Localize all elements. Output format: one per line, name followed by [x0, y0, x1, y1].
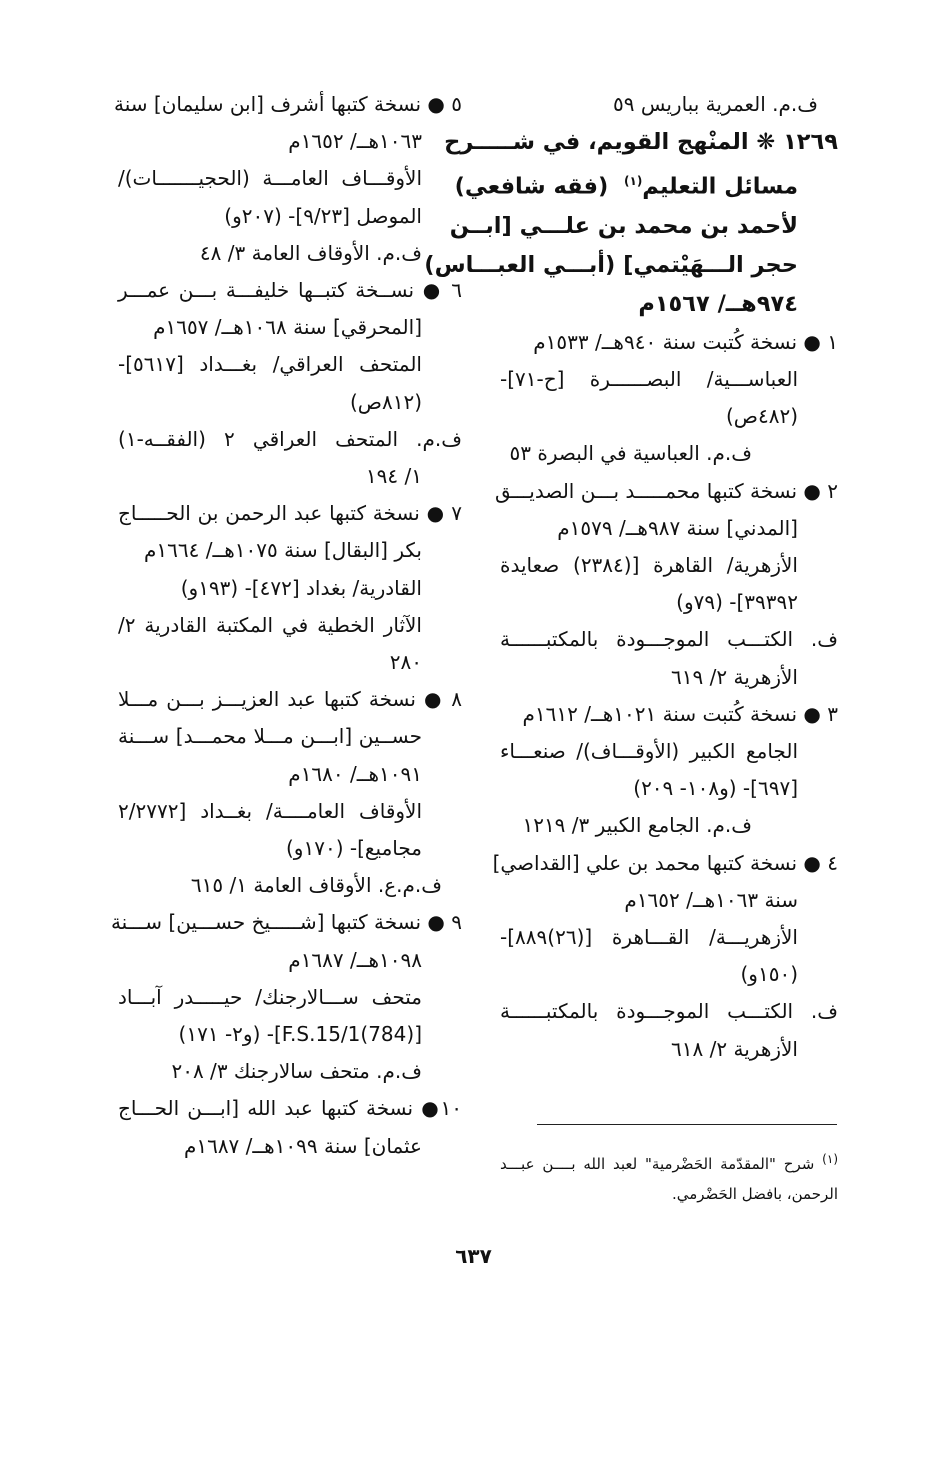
right-column-line-text: (٤٨٢ص) [725, 404, 798, 429]
right-column-line [444, 123, 838, 162]
right-column-line-text: (١٥٠و) [740, 962, 798, 987]
footnote [500, 1144, 838, 1209]
right-column-line [454, 162, 838, 207]
left-column-line-text: الأوقاف العامــــة/ بغــداد [٢/٢٧٧٢ [118, 798, 422, 823]
right-column-line-text: ٢ ● نسخة كتبها محمـــــد بـــن الصديـــق [495, 478, 838, 503]
right-column-line-text: الأزهرية ٢/ ٦١٨ [671, 1036, 798, 1061]
right-column-line [492, 845, 838, 882]
right-column-line [500, 1031, 838, 1068]
right-column-line-text: مسائل التعليم [642, 173, 798, 200]
footnote-text-1: شرح "المقدّمة الحَضْرمية" لعبد الله بــــن عبـــد [500, 1155, 815, 1173]
left-column-line-text: متحف ســـالارجنك/ حيـــــدر آبـــاد [118, 984, 422, 1009]
footnote-marker: (١) [822, 1152, 838, 1166]
left-column-line-text: ١٠● نسخة كتبها عبد الله [ابـــن الحـــاج [118, 1096, 462, 1121]
left-column-line-text: ١/ ١٩٤ [365, 464, 422, 489]
right-column-line [500, 882, 838, 919]
right-column-line-text: لأحمد بن محمد بن علـــي [ابــن [449, 212, 798, 239]
left-column-line-text: مجاميع]- (١٧٠و) [286, 836, 422, 861]
right-column-line-text: ٤ ● نسخة كتبها محمد بن علي [القداصي] [492, 850, 838, 875]
right-column-line [500, 584, 838, 621]
left-column-line [118, 309, 462, 346]
left-column-line [118, 607, 462, 644]
footnote-divider [537, 1124, 837, 1125]
right-column-line-text: ف.م. الجامع الكبير ٣/ ١٢١٩ [522, 813, 752, 838]
left-column-line [118, 830, 462, 867]
right-column-line-text: [٦٩٧]- (و١٠٨- ٢٠٩) [633, 776, 798, 801]
left-column-line-text: ٢٨٠ [389, 650, 422, 675]
left-column-line [118, 421, 462, 458]
right-column-line-text: حجر الـــهَيْتمي] (أبـــي العبـــاس) [424, 251, 798, 278]
right-column-line [500, 807, 838, 844]
right-column-line-text: ف. الكتـــب الموجـــودة بالمكتبــــــة [500, 627, 838, 652]
right-column-line-text: ١٢٦٩ ❋ المنْهج القويم، في شـــــرح [444, 129, 838, 156]
right-column-line-text: الأزهرية/ القاهرة [(٢٣٨٤) صعايدة [500, 552, 798, 577]
left-column [110, 86, 463, 1165]
right-column-line [500, 733, 838, 770]
right-column-line-suffix: (فقه شافعي) [454, 173, 624, 200]
right-column-line-text: ف. الكتـــب الموجـــودة بالمكتبــــــة [500, 999, 838, 1024]
left-column-line [118, 718, 462, 755]
left-column-line [110, 904, 462, 941]
left-column-line [114, 86, 462, 123]
left-column-line [118, 495, 462, 532]
right-column-line [500, 993, 838, 1030]
left-column-line-text: الأوقـــاف العامـــة (الحجيـــــــات)/ [118, 166, 422, 191]
left-column-line-text: الموصل [٩/٢٣]- (٢٠٧و) [224, 203, 422, 228]
left-column-line [118, 1053, 462, 1090]
left-column-line-text: [(784)F.S.15/1]- (و٢- ١٧١) [178, 1022, 422, 1047]
left-column-line-text: ١٠٩٨هــ/ ١٦٨٧م [288, 947, 422, 972]
left-column-line-text: بكر [البقال] سنة ١٠٧٥هــ/ ١٦٦٤م [144, 538, 422, 563]
left-column-line-text: ف.م. المتحف العراقي ٢ (الفقــه-١) [118, 426, 463, 451]
right-column-line-text: الجامع الكبير (الأوقـــاف)/ صنعـــاء [500, 738, 798, 763]
right-column-line [500, 621, 838, 658]
left-column-line-text: ف.م. الأوقاف العامة ٣/ ٤٨ [199, 240, 422, 265]
left-column-line-text: ٧ ● نسخة كتبها عبد الرحمن بن الحـــــاج [118, 501, 462, 526]
right-column-line-text: ٣ ● نسخة كُتبت سنة ١٠٢١هــ/ ١٦١٢م [522, 701, 838, 726]
left-column-line [118, 235, 462, 272]
right-column-line [500, 510, 838, 547]
left-column-line [118, 532, 462, 569]
left-column-line-text: عثمان] سنة ١٠٩٩هــ/ ١٦٨٧م [183, 1133, 422, 1158]
right-column-line [500, 324, 838, 361]
right-column-line-text: ف.م. العباسية في البصرة ٥٣ [509, 441, 752, 466]
left-column-line-text: ٩ ● نسخة كتبها [شـــــيخ حســـين] ســـنة [110, 910, 462, 935]
footnote-line-2: الرحمن، بافضل الحَضْرمي. [671, 1185, 838, 1203]
left-column-line-text: ٨ ● نسخة كتبها عبد العزيـــز بـــن مـــلا [118, 687, 462, 712]
left-column-line [118, 1090, 462, 1127]
right-column-line [500, 86, 838, 123]
right-column-line [500, 547, 838, 584]
left-column-line-text: ١٠٩١هــ/ ١٦٨٠م [288, 761, 422, 786]
left-column-line-text: حســين [ابـــن مـــلا محمـــد] ســـنة [118, 724, 422, 749]
left-column-line-text: [المحرقي] سنة ١٠٦٨هــ/ ١٦٥٧م [153, 315, 422, 340]
left-column-line [118, 570, 462, 607]
left-column-line [118, 384, 462, 421]
left-column-line [118, 198, 462, 235]
left-column-line [118, 123, 462, 160]
left-column-line-text: ٦ ● نســخة كتبــها خليفـــة بـــن عمـــر [118, 278, 462, 303]
right-column-line-text: العباســـية/ البصــــــرة [ح-٧١]- [500, 366, 798, 391]
right-column-line [449, 207, 838, 246]
right-column-line [500, 770, 838, 807]
right-column-line-text: ٣٩٣٩٢]- (٧٩و) [676, 590, 798, 615]
left-column-line [118, 1016, 462, 1053]
left-column-line [118, 793, 462, 830]
right-column-line-text: ٩٧٤هــ/ ١٥٦٧م [638, 290, 798, 317]
left-column-line [118, 681, 462, 718]
right-column-line [500, 659, 838, 696]
left-column-line-text: (٨١٢ص) [349, 389, 422, 414]
left-column-line [118, 458, 462, 495]
right-column-line-text: ف.م. العمرية بباريس ٥٩ [613, 92, 818, 116]
left-column-line [118, 644, 462, 681]
left-column-line-text: القادرية/ بغداد [٤٧٢]- (١٩٣و) [180, 575, 422, 600]
right-column-line [500, 696, 838, 733]
left-column-line-text: الآثار الخطية في المكتبة القادرية ٢/ [118, 612, 422, 637]
left-column-line-text: ف.م.ع. الأوقاف العامة ١/ ٦١٥ [190, 873, 442, 898]
left-column-line [118, 272, 462, 309]
left-column-line-text: المتحف العراقي/ بغـــداد [٥٦١٧]- [118, 352, 422, 377]
right-column-line [500, 919, 838, 956]
footnote-reference: (١) [624, 174, 643, 189]
right-column-line-text: الأزهرية ٢/ ٦١٩ [671, 664, 798, 689]
right-column-line [495, 473, 838, 510]
right-column-line [500, 435, 838, 472]
left-column-line-text: ١٠٦٣هــ/ ١٦٥٢م [288, 129, 422, 154]
left-column-line [118, 867, 462, 904]
left-column-line [118, 346, 462, 383]
left-column-line [118, 756, 462, 793]
right-column-line-text: ١ ● نسخة كُتبت سنة ٩٤٠هــ/ ١٥٣٣م [533, 329, 838, 354]
left-column-line [118, 1128, 462, 1165]
right-column-line [500, 398, 838, 435]
left-column-line-text: ٥ ● نسخة كتبها أشرف [ابن سليمان] سنة [114, 92, 462, 116]
right-column-line-text: سنة ١٠٦٣هــ/ ١٦٥٢م [624, 887, 798, 912]
right-column-line [500, 361, 838, 398]
right-column-line-text: [المدني] سنة ٩٨٧هــ/ ١٥٧٩م [557, 515, 798, 540]
right-column [424, 86, 838, 1068]
left-column-line [118, 942, 462, 979]
right-column-line-text: الأزهريـــة/ القـــاهرة [(٢٦)٨٨٩]- [500, 924, 798, 949]
left-column-line-text: ف.م. متحف سالارجنك ٣/ ٢٠٨ [171, 1059, 422, 1084]
left-column-line [118, 979, 462, 1016]
right-column-line [500, 285, 838, 324]
left-column-line [118, 160, 462, 197]
right-column-line [424, 246, 838, 285]
right-column-line [500, 956, 838, 993]
page-number: ٦٣٧ [455, 1244, 492, 1268]
footnote-line-1 [500, 1144, 838, 1179]
